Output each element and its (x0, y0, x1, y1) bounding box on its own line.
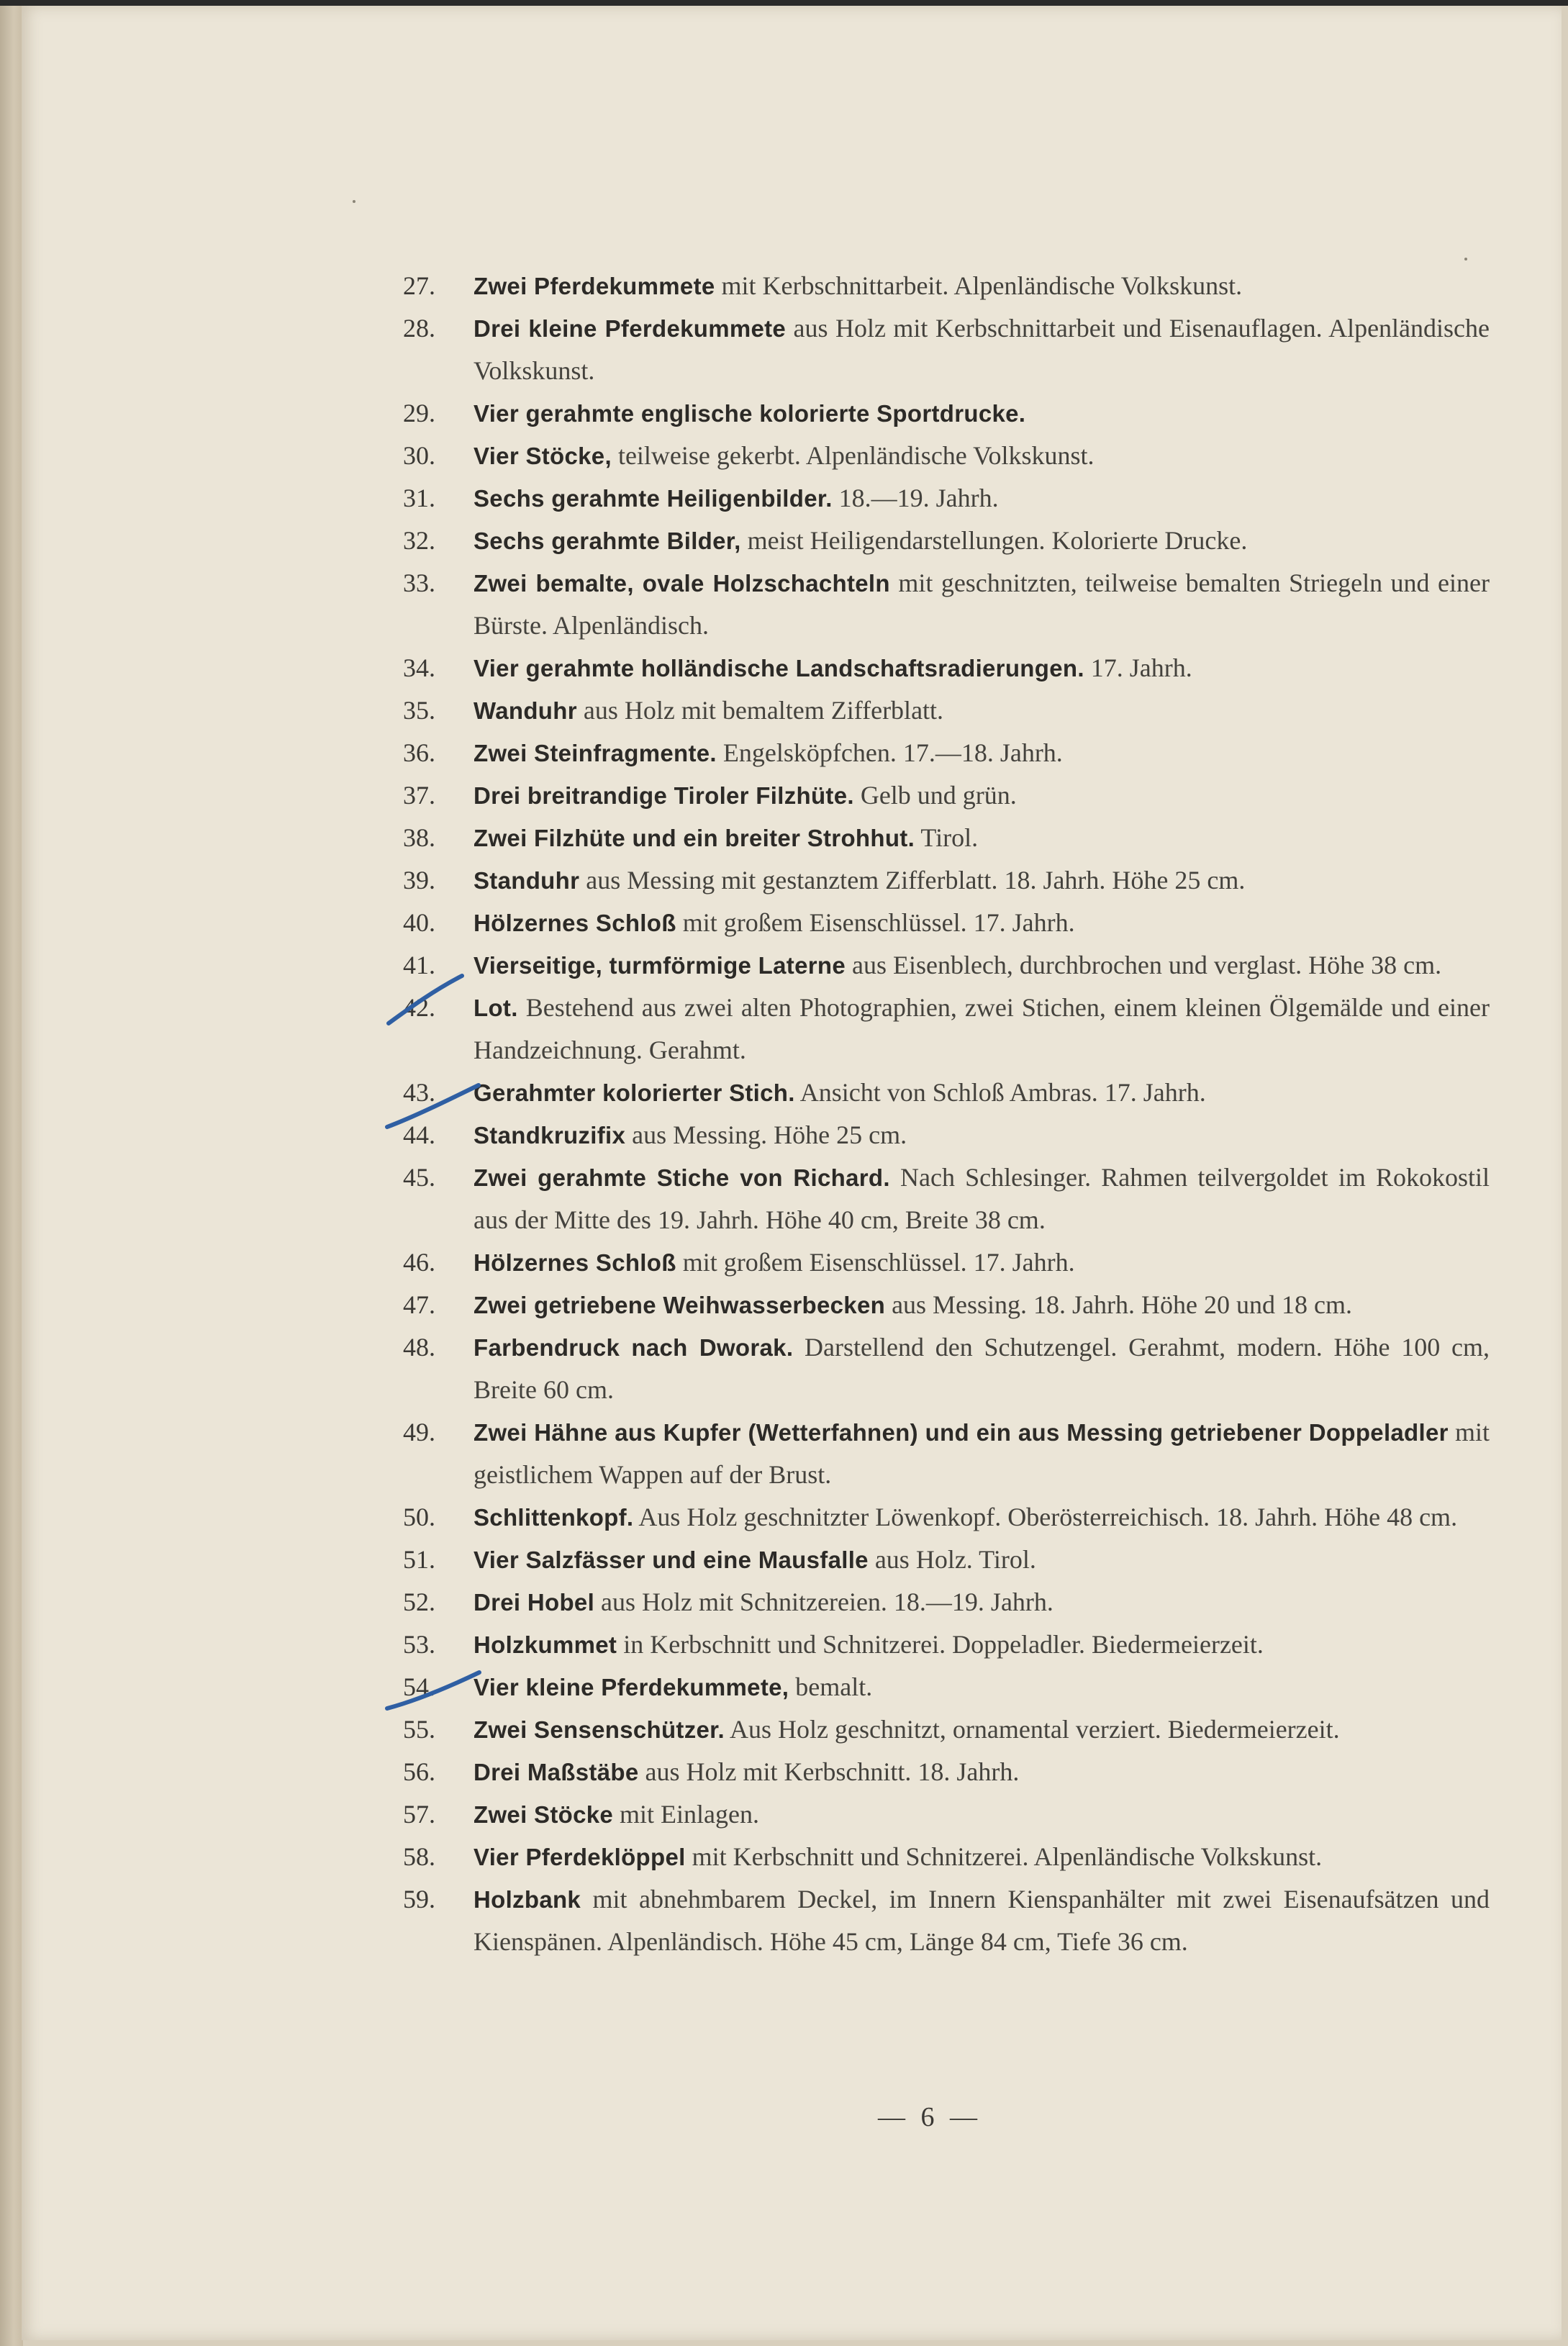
catalog-item (403, 435, 1490, 477)
catalog-item (403, 1496, 1490, 1539)
item-number: 53. (403, 1630, 435, 1659)
catalog-item (403, 1623, 1490, 1666)
item-number: 48. (403, 1333, 435, 1362)
item-number: 39. (403, 866, 435, 895)
item-description: mit geistlichem Wappen auf der Brust. (473, 1418, 1490, 1489)
item-number: 28. (403, 314, 435, 343)
catalog-item (403, 307, 1490, 392)
item-number: 43. (403, 1078, 435, 1107)
item-title: Farbendruck nach Dworak. (473, 1334, 794, 1361)
item-number: 50. (403, 1503, 435, 1531)
item-description: aus Eisenblech, durchbrochen und verglast. Höhe 38 cm. (845, 951, 1442, 979)
paper-speck (353, 200, 355, 203)
catalog-item (403, 774, 1490, 817)
catalog-item (403, 732, 1490, 774)
catalog-item-list (403, 265, 1490, 1963)
item-description: Bestehend aus zwei alten Photographien, zwei Stichen, einem kleinen Ölgemälde und einer Handzeichnung. Gerahmt. (473, 993, 1490, 1064)
item-description: meist Heiligendarstellungen. Kolorierte Drucke. (740, 526, 1248, 555)
item-title: Sechs gerahmte Bilder, (473, 527, 741, 554)
item-title: Lot. (473, 995, 518, 1021)
item-description: Nach Schlesinger. Rahmen teilvergoldet im Rokokostil aus der Mitte des 19. Jahrh. Höhe 40 cm, Breite 38 cm. (473, 1163, 1490, 1234)
item-title: Gerahmter kolorierter Stich. (473, 1079, 795, 1106)
item-number: 49. (403, 1418, 435, 1446)
item-title: Zwei gerahmte Stiche von Richard. (473, 1164, 890, 1191)
item-number: 42. (403, 993, 435, 1022)
item-title: Drei Hobel (473, 1589, 595, 1616)
item-number: 46. (403, 1248, 435, 1277)
item-description: bemalt. (789, 1672, 873, 1701)
item-description: Tirol. (915, 823, 979, 852)
catalog-item (403, 1581, 1490, 1623)
item-title: Vier gerahmte englische kolorierte Sportdrucke. (473, 400, 1026, 427)
item-description: mit geschnitzten, teilweise bemalten Striegeln und einer Bürste. Alpenländisch. (473, 569, 1490, 640)
item-title: Drei Maßstäbe (473, 1759, 639, 1785)
item-description: aus Messing mit gestanztem Zifferblatt. 18. Jahrh. Höhe 25 cm. (579, 866, 1246, 895)
catalog-item (403, 902, 1490, 944)
item-title: Holzbank (473, 1886, 581, 1913)
item-number: 37. (403, 781, 435, 810)
item-number: 40. (403, 908, 435, 937)
item-title: Vier Stöcke, (473, 443, 612, 469)
item-title: Zwei Pferdekummete (473, 273, 715, 299)
item-number: 44. (403, 1120, 435, 1149)
catalog-item (403, 689, 1490, 732)
item-number: 32. (403, 526, 435, 555)
item-description: teilweise gekerbt. Alpenländische Volkskunst. (611, 441, 1095, 470)
item-title: Schlittenkopf. (473, 1504, 634, 1531)
item-number: 36. (403, 738, 435, 767)
catalog-item (403, 647, 1490, 689)
item-number: 51. (403, 1545, 435, 1574)
catalog-item (403, 1708, 1490, 1751)
item-description: Ansicht von Schloß Ambras. 17. Jahrh. (794, 1078, 1206, 1107)
item-description: aus Messing. Höhe 25 cm. (625, 1120, 907, 1149)
item-number: 35. (403, 696, 435, 725)
item-title: Hölzernes Schloß (473, 1249, 676, 1276)
item-description: 17. Jahrh. (1084, 653, 1192, 682)
item-description: 18.—19. Jahrh. (832, 484, 999, 512)
item-description: aus Messing. 18. Jahrh. Höhe 20 und 18 cm. (885, 1290, 1352, 1319)
item-description: aus Holz mit Schnitzereien. 18.—19. Jahrh. (594, 1588, 1053, 1616)
item-title: Sechs gerahmte Heiligenbilder. (473, 485, 833, 512)
catalog-item (403, 265, 1490, 307)
item-number: 59. (403, 1885, 435, 1914)
catalog-item (403, 477, 1490, 520)
item-title: Holzkummet (473, 1631, 617, 1658)
catalog-item (403, 562, 1490, 647)
catalog-item (403, 392, 1490, 435)
item-title: Vier gerahmte holländische Landschaftsradierungen. (473, 655, 1084, 681)
item-description: mit Kerbschnitt und Schnitzerei. Alpenländische Volkskunst. (685, 1842, 1323, 1871)
item-description: mit großem Eisenschlüssel. 17. Jahrh. (676, 908, 1075, 937)
item-description: in Kerbschnitt und Schnitzerei. Doppeladler. Biedermeierzeit. (617, 1630, 1264, 1659)
item-number: 30. (403, 441, 435, 470)
item-number: 58. (403, 1842, 435, 1871)
item-description: Darstellend den Schutzengel. Gerahmt, modern. Höhe 100 cm, Breite 60 cm. (473, 1333, 1490, 1404)
item-number: 31. (403, 484, 435, 512)
item-title: Vier Pferdeklöppel (473, 1844, 686, 1870)
item-title: Zwei getriebene Weihwasserbecken (473, 1292, 886, 1318)
item-description: Engelsköpfchen. 17.—18. Jahrh. (716, 738, 1063, 767)
item-title: Zwei Steinfragmente. (473, 740, 717, 766)
item-number: 54. (403, 1672, 435, 1701)
page-number: — 6 — (878, 2102, 982, 2132)
catalog-item (403, 1241, 1490, 1284)
catalog-item (403, 1156, 1490, 1241)
item-description: Aus Holz geschnitzt, ornamental verziert. Biedermeierzeit. (724, 1715, 1340, 1744)
item-title: Zwei Sensenschützer. (473, 1716, 725, 1743)
catalog-item (403, 520, 1490, 562)
item-description: mit großem Eisenschlüssel. 17. Jahrh. (676, 1248, 1075, 1277)
catalog-item (403, 1539, 1490, 1581)
item-description: mit Kerbschnittarbeit. Alpenländische Volkskunst. (715, 271, 1243, 300)
scan-top-edge (0, 0, 1568, 6)
item-number: 27. (403, 271, 435, 300)
item-title: Standkruzifix (473, 1122, 626, 1149)
catalog-item (403, 987, 1490, 1072)
item-number: 33. (403, 569, 435, 597)
item-title: Vier kleine Pferdekummete, (473, 1674, 789, 1700)
item-description: aus Holz mit Kerbschnittarbeit und Eisenauflagen. Alpenländische Volkskunst. (473, 314, 1490, 385)
catalog-item (403, 1072, 1490, 1114)
item-description: mit Einlagen. (613, 1800, 760, 1829)
catalog-item (403, 1878, 1490, 1963)
item-number: 38. (403, 823, 435, 852)
item-number: 55. (403, 1715, 435, 1744)
catalog-item (403, 1114, 1490, 1156)
catalog-item (403, 1751, 1490, 1793)
item-number: 34. (403, 653, 435, 682)
item-description: aus Holz mit bemaltem Zifferblatt. (576, 696, 944, 725)
item-title: Vier Salzfässer und eine Mausfalle (473, 1546, 869, 1573)
item-number: 29. (403, 399, 435, 427)
item-description: aus Holz. Tirol. (868, 1545, 1036, 1574)
catalog-item (403, 944, 1490, 987)
catalog-item (403, 817, 1490, 859)
item-description: Aus Holz geschnitzter Löwenkopf. Oberösterreichisch. 18. Jahrh. Höhe 48 cm. (633, 1503, 1458, 1531)
item-title: Drei kleine Pferdekummete (473, 315, 787, 342)
page-binding-edge (0, 0, 23, 2346)
paper-speck (1464, 258, 1467, 261)
item-title: Zwei bemalte, ovale Holzschachteln (473, 570, 890, 597)
catalog-item (403, 1284, 1490, 1326)
catalog-item (403, 1836, 1490, 1878)
item-number: 45. (403, 1163, 435, 1192)
pencil-check-mark-44 (381, 1079, 482, 1137)
item-number: 52. (403, 1588, 435, 1616)
item-title: Zwei Stöcke (473, 1801, 614, 1828)
item-title: Wanduhr (473, 697, 577, 724)
catalog-item (403, 1411, 1490, 1496)
item-title: Zwei Hähne aus Kupfer (Wetterfahnen) und ein aus Messing getriebener Doppeladler (473, 1419, 1449, 1446)
item-title: Drei breitrandige Tiroler Filzhüte. (473, 782, 854, 809)
catalog-item (403, 1793, 1490, 1836)
item-number: 47. (403, 1290, 435, 1319)
item-description: Gelb und grün. (853, 781, 1017, 810)
item-number: 57. (403, 1800, 435, 1829)
item-description: aus Holz mit Kerbschnitt. 18. Jahrh. (638, 1757, 1020, 1786)
item-title: Hölzernes Schloß (473, 910, 676, 936)
item-description: mit abnehmbarem Deckel, im Innern Kienspanhälter mit zwei Eisenaufsätzen und Kienspänen. Alpenländisch. Höhe 45 cm, Länge 84 cm, Tiefe 36 cm. (473, 1885, 1490, 1956)
pencil-check-mark-42 (381, 972, 468, 1029)
item-title: Standuhr (473, 867, 580, 894)
item-number: 41. (403, 951, 435, 979)
pencil-check-mark-54 (381, 1667, 482, 1717)
catalog-item (403, 1326, 1490, 1411)
catalog-item (403, 1666, 1490, 1708)
item-title: Vierseitige, turmförmige Laterne (473, 952, 846, 979)
item-title: Zwei Filzhüte und ein breiter Strohhut. (473, 825, 915, 851)
item-number: 56. (403, 1757, 435, 1786)
catalog-item (403, 859, 1490, 902)
